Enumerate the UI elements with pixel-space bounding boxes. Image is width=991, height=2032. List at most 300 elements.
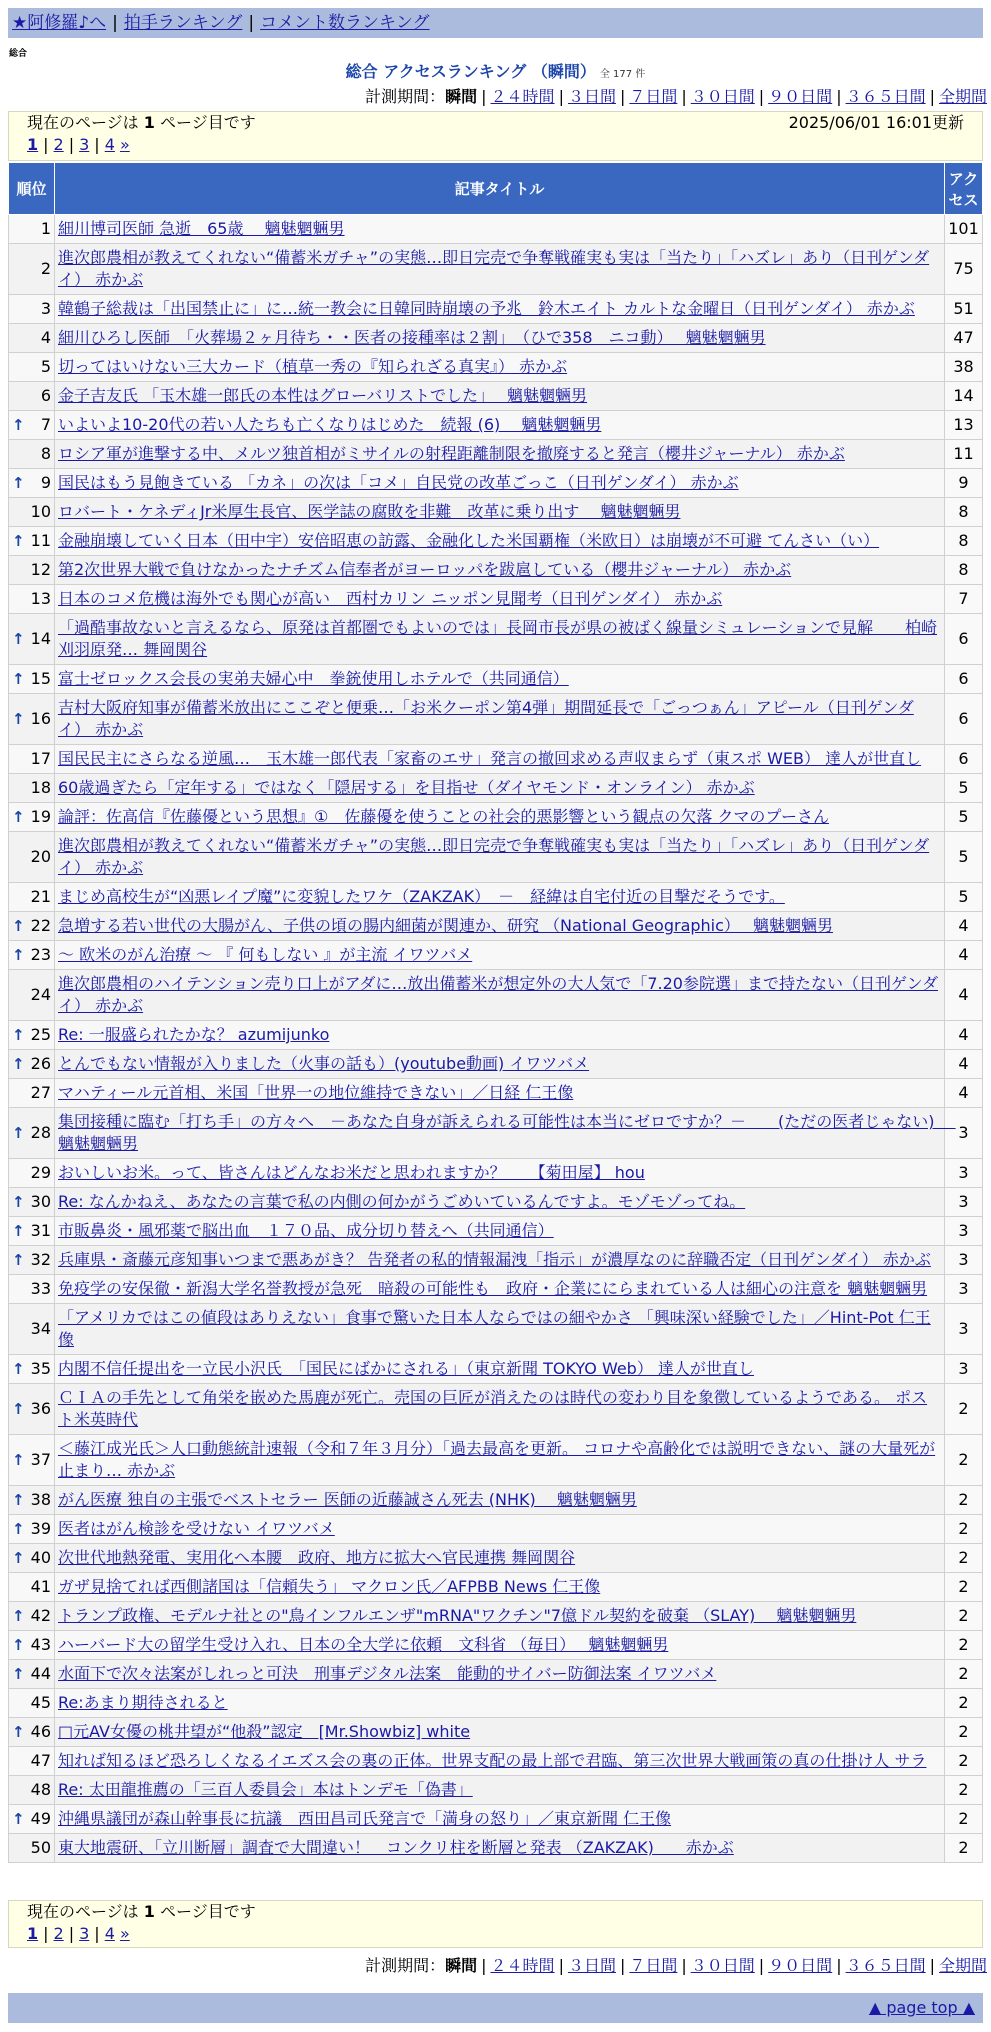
access-count: 6 xyxy=(945,694,983,745)
access-count: 8 xyxy=(945,556,983,585)
rank-up-arrow-icon: ↑ xyxy=(12,1520,25,1538)
article-link[interactable]: ロバート・ケネディJr米厚生長官、医学誌の腐敗を非難 改革に乗り出す 魑魅魍魎男 xyxy=(58,502,681,521)
header-access: アクセス xyxy=(945,163,983,215)
rank-up-arrow-icon: ↑ xyxy=(12,917,25,935)
rank-cell xyxy=(9,941,55,970)
title-cell xyxy=(55,295,945,324)
table-row xyxy=(9,1021,983,1050)
title-cell xyxy=(55,1021,945,1050)
period-link[interactable]: 全期間 xyxy=(938,87,987,106)
table-row xyxy=(9,1573,983,1602)
article-link[interactable]: 日本のコメ危機は海外でも関心が高い 西村カリン ニッポン見聞考（日刊ゲンダイ） 赤かぶ xyxy=(58,589,723,608)
rank-up-arrow-icon: ↑ xyxy=(12,946,25,964)
table-row xyxy=(9,1108,983,1159)
page-info-suffix: ページ目です xyxy=(160,1902,256,1921)
rank-number: 50 xyxy=(30,1838,51,1857)
rank-number: 33 xyxy=(30,1279,51,1298)
access-count: 6 xyxy=(945,665,983,694)
period-link[interactable]: ９０日間 xyxy=(768,1956,833,1975)
title-cell xyxy=(55,774,945,803)
rank-up-arrow-icon: ↑ xyxy=(12,670,25,688)
rank-up-arrow-icon: ↑ xyxy=(12,1636,25,1654)
article-link[interactable]: 論評：佐高信『佐藤優という思想』① 佐藤優を使うことの社会的悪影響という観点の欠落 クマのプーさん xyxy=(58,807,829,826)
title-cell xyxy=(55,1108,956,1159)
title-cell xyxy=(55,1776,945,1805)
title-cell xyxy=(55,411,945,440)
rank-number: 13 xyxy=(30,589,51,608)
page-info-num: 1 xyxy=(143,1902,155,1921)
rank-number: 34 xyxy=(30,1319,51,1338)
rank-cell xyxy=(9,556,55,585)
table-row xyxy=(9,1435,983,1486)
ranking-table xyxy=(8,162,983,1863)
table-row xyxy=(9,1159,983,1188)
separator: | xyxy=(758,87,765,106)
article-link[interactable]: ～ 欧米のがん治療 ～ 『 何もしない 』が主流 イワツバメ xyxy=(58,945,473,964)
rank-up-arrow-icon: ↑ xyxy=(12,474,25,492)
rank-cell xyxy=(9,970,55,1021)
article-link[interactable]: ガザ見捨てれば西側諸国は「信頼失う」 マクロン氏／AFPBB News 仁王像 xyxy=(58,1577,601,1596)
pager-link[interactable]: 3 xyxy=(79,135,90,154)
top-nav-bar xyxy=(8,8,983,38)
page-info-prefix: 現在のページは xyxy=(27,1902,139,1921)
article-link[interactable]: まじめ高校生が“凶悪レイプ魔”に変貌したワケ（ZAKZAK） － 経緯は自宅付近の目撃だそうです。 xyxy=(58,887,785,906)
article-link[interactable]: 水面下で次々法案がしれっと可決 刑事デジタル法案 能動的サイバー防御法案 イワツバメ xyxy=(58,1664,717,1683)
article-link[interactable]: 免疫学の安保徹・新潟大学名誉教授が急死 暗殺の可能性も 政府・企業ににらまれている人は細心の注意を 魑魅魍魎男 xyxy=(58,1279,928,1298)
table-row xyxy=(9,1689,983,1718)
table-row xyxy=(9,498,983,527)
table-row xyxy=(9,556,983,585)
article-link[interactable]: 第2次世界大戦で負けなかったナチズム信奉者がヨーロッパを跋扈している（櫻井ジャーナル） 赤かぶ xyxy=(58,560,792,579)
title-cell xyxy=(55,1602,945,1631)
access-count: 2 xyxy=(945,1435,983,1486)
rank-cell xyxy=(9,244,55,295)
table-row xyxy=(9,469,983,498)
article-link[interactable]: ハーバード大の留学生受け入れ、日本の全大学に依頼 文科省 （毎日） 魑魅魍魎男 xyxy=(58,1635,669,1654)
article-link[interactable]: おいしいお米。って、皆さんはどんなお米だと思われますか？ 【菊田屋】 hou xyxy=(58,1163,645,1182)
rank-cell xyxy=(9,1660,55,1689)
rank-up-arrow-icon: ↑ xyxy=(12,1026,25,1044)
access-count: 4 xyxy=(945,970,983,1021)
rank-cell xyxy=(9,353,55,382)
rank-cell xyxy=(9,585,55,614)
table-row xyxy=(9,1355,983,1384)
table-row xyxy=(9,883,983,912)
separator: | xyxy=(112,13,118,33)
article-link[interactable]: ロシア軍が進撃する中、メルツ独首相がミサイルの射程距離制限を撤廃すると発言（櫻井ジャーナル） 赤かぶ xyxy=(58,444,845,463)
rank-up-arrow-icon: ↑ xyxy=(12,1124,25,1142)
article-link[interactable]: 切ってはいけない三大カード（植草一秀の『知られざる真実』） 赤かぶ xyxy=(58,357,568,376)
article-link[interactable]: がん医療 独自の主張でベストセラー 医師の近藤誠さん死去 (NHK) 魑魅魍魎男 xyxy=(58,1490,637,1509)
title-cell xyxy=(55,1246,945,1275)
rank-cell xyxy=(9,1217,55,1246)
access-count: 2 xyxy=(945,1747,983,1776)
rank-number: 15 xyxy=(30,669,51,688)
article-link[interactable]: 沖縄県議団が森山幹事長に抗議 西田昌司氏発言で「満身の怒り」／東京新聞 仁王像 xyxy=(58,1809,672,1828)
table-row xyxy=(9,1246,983,1275)
rank-cell xyxy=(9,527,55,556)
article-link[interactable]: ＜藤江成光氏＞人口動態統計速報（令和７年３月分）「過去最高を更新。 コロナや高齢化では説明できない、謎の大量死が止まり… 赤かぶ xyxy=(58,1439,936,1480)
rank-up-arrow-icon: ↑ xyxy=(12,1400,25,1418)
separator: | xyxy=(619,87,626,106)
page-info-row xyxy=(27,112,964,134)
separator: | xyxy=(681,87,687,106)
access-count: 2 xyxy=(945,1384,983,1435)
rank-number: 45 xyxy=(30,1693,51,1712)
rank-number: 1 xyxy=(40,219,51,238)
table-row xyxy=(9,1515,983,1544)
table-row xyxy=(9,1834,983,1863)
pager-link-current[interactable]: 1 xyxy=(27,1924,39,1943)
period-selector-bottom xyxy=(7,1956,987,1976)
article-link[interactable]: Re:あまり期待されると xyxy=(58,1693,228,1712)
rank-number: 5 xyxy=(40,357,51,376)
period-current: 瞬間 xyxy=(445,1956,478,1975)
rank-number: 29 xyxy=(30,1163,51,1182)
page-info-text xyxy=(27,1901,256,1923)
article-link[interactable]: 進次郎農相が教えてくれない“備蓄米ガチャ”の実態…即日完売で争奪戦確実も実は「当たり」「ハズレ」あり（日刊ゲンダイ） 赤かぶ xyxy=(58,248,930,289)
title-cell xyxy=(55,1435,945,1486)
article-link[interactable]: 国民民主にさらなる逆風… 玉木雄一郎代表「家畜のエサ」発言の撤回求める声収まらず（東スポ WEB） 達人が世直し xyxy=(58,749,922,768)
title-cell xyxy=(55,244,945,295)
article-link[interactable]: 兵庫県・斎藤元彦知事いつまで悪あがき？ 告発者の私的情報漏洩「指示」が濃厚なのに辞職否定（日刊ゲンダイ） 赤かぶ xyxy=(58,1250,931,1269)
article-link[interactable]: 市販鼻炎・風邪薬で脳出血 １７０品、成分切り替えへ（共同通信） xyxy=(58,1221,554,1240)
table-row xyxy=(9,411,983,440)
title-cell xyxy=(55,440,945,469)
rank-number: 27 xyxy=(30,1083,51,1102)
access-count: 3 xyxy=(945,1159,983,1188)
rank-cell xyxy=(9,912,55,941)
access-count: 9 xyxy=(945,469,983,498)
article-link[interactable]: 「過酷事故ないと言えるなら、原発は首都圏でもよいのでは」長岡市長が県の被ばく線量シミュレーションで見解 柏崎刈羽原発… 舞岡関谷 xyxy=(58,618,938,659)
separator: | xyxy=(68,1924,75,1943)
rank-cell xyxy=(9,694,55,745)
rank-cell xyxy=(9,1384,55,1435)
rank-number: 44 xyxy=(30,1664,51,1683)
table-row xyxy=(9,1079,983,1108)
access-count: 101 xyxy=(945,215,983,244)
page-info-bottom xyxy=(8,1900,983,1948)
page-info-prefix: 現在のページは xyxy=(27,113,139,132)
article-link[interactable]: 東大地震研、「立川断層」調査で大間違い！ コンクリ柱を断層と発表 （ZAKZAK) 赤かぶ xyxy=(58,1838,734,1857)
article-link[interactable]: トランプ政権、モデルナ社との"鳥インフルエンザ"mRNA"ワクチン"7億ドル契約を破棄 （SLAY) 魑魅魍魎男 xyxy=(58,1606,857,1625)
period-link[interactable]: ３６５日間 xyxy=(845,1956,926,1975)
rank-cell xyxy=(9,883,55,912)
access-count: 6 xyxy=(945,614,983,665)
access-count: 4 xyxy=(945,1079,983,1108)
rank-number: 11 xyxy=(30,531,51,550)
article-link[interactable]: 細川ひろし医師 「火葬場２ヶ月待ち・・医者の接種率は２割」 （ひで358 ニコ動） 魑魅魍魎男 xyxy=(58,328,766,347)
rank-number: 36 xyxy=(30,1399,51,1418)
rank-cell xyxy=(9,469,55,498)
table-row xyxy=(9,1660,983,1689)
pager-link[interactable]: 2 xyxy=(53,1924,64,1943)
rank-cell xyxy=(9,1718,55,1747)
access-count: 5 xyxy=(945,803,983,832)
access-count: 2 xyxy=(945,1602,983,1631)
separator: | xyxy=(94,135,100,154)
table-row xyxy=(9,912,983,941)
rank-number: 16 xyxy=(30,709,51,728)
article-link[interactable]: 急増する若い世代の大腸がん、子供の頃の腸内細菌が関連か、研究 （National Geographic） 魑魅魍魎男 xyxy=(58,916,834,935)
period-link[interactable]: ９０日間 xyxy=(768,87,833,106)
title-cell xyxy=(55,1805,945,1834)
access-count: 2 xyxy=(945,1486,983,1515)
access-count: 2 xyxy=(945,1689,983,1718)
table-row xyxy=(9,585,983,614)
top-nav-link[interactable]: コメント数ランキング xyxy=(260,13,430,33)
pager-next[interactable]: » xyxy=(119,135,130,154)
rank-cell xyxy=(9,295,55,324)
period-selector-top xyxy=(7,87,987,107)
table-row xyxy=(9,1486,983,1515)
title-cell xyxy=(55,324,945,353)
rank-cell xyxy=(9,832,55,883)
title-cell xyxy=(55,382,945,411)
rank-number: 49 xyxy=(30,1809,51,1828)
page-title-text: 総合 アクセスランキング （瞬間） xyxy=(345,62,596,81)
title-cell xyxy=(55,1304,945,1355)
table-row xyxy=(9,1631,983,1660)
pager-link-current[interactable]: 1 xyxy=(27,135,39,154)
access-count: 8 xyxy=(945,498,983,527)
rank-up-arrow-icon: ↑ xyxy=(12,1055,25,1073)
separator: | xyxy=(929,1956,935,1975)
rank-number: 30 xyxy=(30,1192,51,1211)
pager-link[interactable]: 2 xyxy=(53,135,64,154)
access-count: 4 xyxy=(945,941,983,970)
rank-cell xyxy=(9,1776,55,1805)
table-row xyxy=(9,1805,983,1834)
title-cell xyxy=(55,1050,945,1079)
period-link[interactable]: ２４時間 xyxy=(490,1956,555,1975)
title-cell xyxy=(55,1355,945,1384)
access-count: 6 xyxy=(945,745,983,774)
table-row xyxy=(9,1718,983,1747)
updated-timestamp: 2025/06/01 16:01更新 xyxy=(788,113,964,132)
rank-number: 48 xyxy=(30,1780,51,1799)
rank-number: 32 xyxy=(30,1250,51,1269)
table-row xyxy=(9,1304,983,1355)
article-link[interactable]: 60歳過ぎたら「定年する」ではなく「隠居する」を目指せ（ダイヤモンド・オンライン） 赤かぶ xyxy=(58,778,755,797)
table-header-row xyxy=(9,163,983,215)
pager-next[interactable]: » xyxy=(119,1924,130,1943)
rank-up-arrow-icon: ↑ xyxy=(12,532,25,550)
title-cell xyxy=(55,527,945,556)
access-count: 5 xyxy=(945,774,983,803)
top-nav-link[interactable]: 拍手ランキング xyxy=(123,13,243,33)
period-link[interactable]: ２４時間 xyxy=(490,87,555,106)
rank-up-arrow-icon: ↑ xyxy=(12,1222,25,1240)
rank-number: 17 xyxy=(30,749,51,768)
rank-number: 43 xyxy=(30,1635,51,1654)
title-cell xyxy=(55,585,945,614)
table-row xyxy=(9,1188,983,1217)
rank-number: 3 xyxy=(40,299,51,318)
rank-number: 6 xyxy=(40,386,51,405)
rank-cell xyxy=(9,614,55,665)
table-row xyxy=(9,694,983,745)
title-cell xyxy=(55,1747,945,1776)
page-top-link[interactable]: ▲ page top ▲ xyxy=(868,1998,975,2017)
access-count: 13 xyxy=(945,411,983,440)
table-row xyxy=(9,1747,983,1776)
table-row xyxy=(9,1217,983,1246)
rank-cell xyxy=(9,1021,55,1050)
separator: | xyxy=(929,87,935,106)
pager xyxy=(27,134,964,156)
access-count: 2 xyxy=(945,1834,983,1863)
article-link[interactable]: 内閣不信任提出を一立民小沢氏 「国民にばかにされる」（東京新聞 TOKYO Web） 達人が世直し xyxy=(58,1359,754,1378)
page-info-num: 1 xyxy=(143,113,155,132)
article-link[interactable]: マハティール元首相、米国「世界一の地位維持できない」／日経 仁王像 xyxy=(58,1083,574,1102)
article-link[interactable]: 富士ゼロックス会長の実弟夫婦心中 拳銃使用しホテルで（共同通信） xyxy=(58,669,569,688)
period-link[interactable]: ３０日間 xyxy=(690,1956,755,1975)
period-link[interactable]: ７日間 xyxy=(629,87,678,106)
separator: | xyxy=(619,1956,626,1975)
period-current: 瞬間 xyxy=(445,87,478,106)
period-link[interactable]: ３日間 xyxy=(567,1956,616,1975)
article-link[interactable]: 吉村大阪府知事が備蓄米放出にここぞと便乗…「お米クーポン第4弾」期間延長で「ごっつぁん」アピール（日刊ゲンダイ） 赤かぶ xyxy=(58,698,914,739)
top-nav-link[interactable]: ★阿修羅♪へ xyxy=(12,13,107,33)
article-link[interactable]: 金融崩壊していく日本（田中宇）安倍昭恵の訪露、金融化した米国覇権（米欧日）は崩壊が不可避 てんさい（い） xyxy=(58,531,880,550)
article-link[interactable]: 韓鶴子総裁は「出国禁止に」に…統一教会に日韓同時崩壊の予兆 鈴木エイト カルトな金曜日（日刊ゲンダイ） 赤かぶ xyxy=(58,299,915,318)
rank-cell xyxy=(9,1515,55,1544)
table-row xyxy=(9,440,983,469)
separator: | xyxy=(758,1956,765,1975)
rank-number: 26 xyxy=(30,1054,51,1073)
table-row xyxy=(9,244,983,295)
rank-number: 20 xyxy=(30,847,51,866)
article-link[interactable]: 細川博司医師 急逝 65歳 魑魅魍魎男 xyxy=(58,219,345,238)
period-link[interactable]: 全期間 xyxy=(938,1956,987,1975)
separator: | xyxy=(481,87,487,106)
rank-up-arrow-icon: ↑ xyxy=(12,1810,25,1828)
article-link[interactable]: ＣＩＡの手先として角栄を嵌めた馬鹿が死亡。売国の巨匠が消えたのは時代の変わり目を象徴しているようである。 ポスト米英時代 xyxy=(58,1388,928,1429)
table-row xyxy=(9,665,983,694)
rank-cell xyxy=(9,1435,55,1486)
access-count: 3 xyxy=(945,1108,983,1159)
rank-cell xyxy=(9,1573,55,1602)
article-link[interactable]: Re: 太田龍推薦の「三百人委員会」本はトンデモ「偽書」 xyxy=(58,1780,473,1799)
article-link[interactable]: Re: なんかねえ、あなたの言葉で私の内側の何かがうごめいているんですよ。モゾモゾってね。 xyxy=(58,1192,746,1211)
rank-cell xyxy=(9,803,55,832)
rank-number: 24 xyxy=(30,985,51,1004)
title-cell xyxy=(55,1188,945,1217)
article-link[interactable]: 集団接種に臨む「打ち手」の方々へ －あなた自身が訴えられる可能性は本当にゼロですか？－ (ただの医者じゃない) 魑魅魍魎男 xyxy=(58,1112,956,1153)
rank-number: 4 xyxy=(40,328,51,347)
rank-cell xyxy=(9,1631,55,1660)
article-link[interactable]: 金子吉友氏 「玉木雄一郎氏の本性はグローバリストでした」 魑魅魍魎男 xyxy=(58,386,588,405)
rank-cell xyxy=(9,440,55,469)
title-cell xyxy=(55,1159,945,1188)
table-row xyxy=(9,614,983,665)
separator: | xyxy=(558,1956,564,1975)
rank-number: 25 xyxy=(30,1025,51,1044)
article-link[interactable]: とんでもない情報が入りました（火事の話も）(youtube動画) イワツバメ xyxy=(58,1054,590,1073)
period-link[interactable]: ７日間 xyxy=(629,1956,678,1975)
table-row xyxy=(9,970,983,1021)
title-cell xyxy=(55,1689,945,1718)
rank-up-arrow-icon: ↑ xyxy=(12,1491,25,1509)
rank-number: 41 xyxy=(30,1577,51,1596)
article-link[interactable]: 進次郎農相が教えてくれない“備蓄米ガチャ”の実態…即日完売で争奪戦確実も実は「当たり」「ハズレ」あり（日刊ゲンダイ） 赤かぶ xyxy=(58,836,930,877)
access-count: 4 xyxy=(945,912,983,941)
access-count: 2 xyxy=(945,1573,983,1602)
rank-cell xyxy=(9,324,55,353)
table-row xyxy=(9,941,983,970)
table-row xyxy=(9,527,983,556)
period-label: 計測期間： xyxy=(365,87,446,106)
header-rank: 順位 xyxy=(9,163,55,215)
access-count: 3 xyxy=(945,1355,983,1384)
article-link[interactable]: 医者はがん検診を受けない イワツバメ xyxy=(58,1519,335,1538)
rank-cell xyxy=(9,498,55,527)
separator: | xyxy=(68,135,75,154)
rank-cell xyxy=(9,774,55,803)
period-link[interactable]: ３６５日間 xyxy=(845,87,926,106)
article-link[interactable]: □元AV女優の桃井望が“他殺”認定 [Mr.Showbiz] white xyxy=(58,1722,471,1741)
table-row xyxy=(9,324,983,353)
table-row xyxy=(9,832,983,883)
rank-cell xyxy=(9,1602,55,1631)
access-count: 2 xyxy=(945,1544,983,1573)
access-count: 3 xyxy=(945,1217,983,1246)
rank-number: 14 xyxy=(30,629,51,648)
rank-number: 19 xyxy=(30,807,51,826)
title-cell xyxy=(55,1544,945,1573)
table-row xyxy=(9,353,983,382)
rank-cell xyxy=(9,1304,55,1355)
title-cell xyxy=(55,498,945,527)
period-link[interactable]: ３日間 xyxy=(567,87,616,106)
rank-number: 10 xyxy=(30,502,51,521)
rank-number: 23 xyxy=(30,945,51,964)
pager-link[interactable]: 3 xyxy=(79,1924,90,1943)
access-count: 2 xyxy=(945,1515,983,1544)
title-cell xyxy=(55,665,945,694)
rank-number: 28 xyxy=(30,1123,51,1142)
period-link[interactable]: ３０日間 xyxy=(690,87,755,106)
rank-up-arrow-icon: ↑ xyxy=(12,710,25,728)
access-count: 14 xyxy=(945,382,983,411)
title-cell xyxy=(55,1718,945,1747)
article-link[interactable]: 知れば知るほど恐ろしくなるイエズス会の裏の正体。世界支配の最上部で君臨、第三次世界大戦画策の真の仕掛け人 サラ xyxy=(58,1751,927,1770)
rank-cell xyxy=(9,745,55,774)
article-link[interactable]: 「アメリカではこの値段はありえない」食事で驚いた日本人ならではの細やかさ 「興味深い経験でした」／Hint-Pot 仁王像 xyxy=(58,1308,931,1349)
title-cell xyxy=(55,215,945,244)
rank-up-arrow-icon: ↑ xyxy=(12,416,25,434)
pager-current xyxy=(27,1924,38,1943)
access-count: 2 xyxy=(945,1776,983,1805)
pager-link[interactable]: 4 xyxy=(104,1924,115,1943)
article-link[interactable]: いよいよ10-20代の若い人たちも亡くなりはじめた 続報 (6) 魑魅魍魎男 xyxy=(58,415,602,434)
pager-link[interactable]: 4 xyxy=(104,135,115,154)
article-link[interactable]: 次世代地熱発電、実用化へ本腰 政府、地方に拡大へ官民連携 舞岡関谷 xyxy=(58,1548,576,1567)
rank-number: 42 xyxy=(30,1606,51,1625)
article-link[interactable]: 進次郎農相のハイテンション売り口上がアダに…放出備蓄米が想定外の大人気で「7.20参院選」まで持たない（日刊ゲンダイ） 赤かぶ xyxy=(58,974,939,1015)
rank-up-arrow-icon: ↑ xyxy=(12,1451,25,1469)
title-cell xyxy=(55,912,945,941)
article-link[interactable]: Re: 一服盛られたかな？ azumijunko xyxy=(58,1025,330,1044)
table-row xyxy=(9,1050,983,1079)
page-title xyxy=(0,62,991,85)
article-link[interactable]: 国民はもう見飽きている 「カネ」の次は「コメ」自民党の改革ごっこ（日刊ゲンダイ） 赤かぶ xyxy=(58,473,739,492)
table-row xyxy=(9,803,983,832)
page-info-text xyxy=(27,112,256,134)
title-cell xyxy=(55,803,945,832)
rank-cell xyxy=(9,1246,55,1275)
